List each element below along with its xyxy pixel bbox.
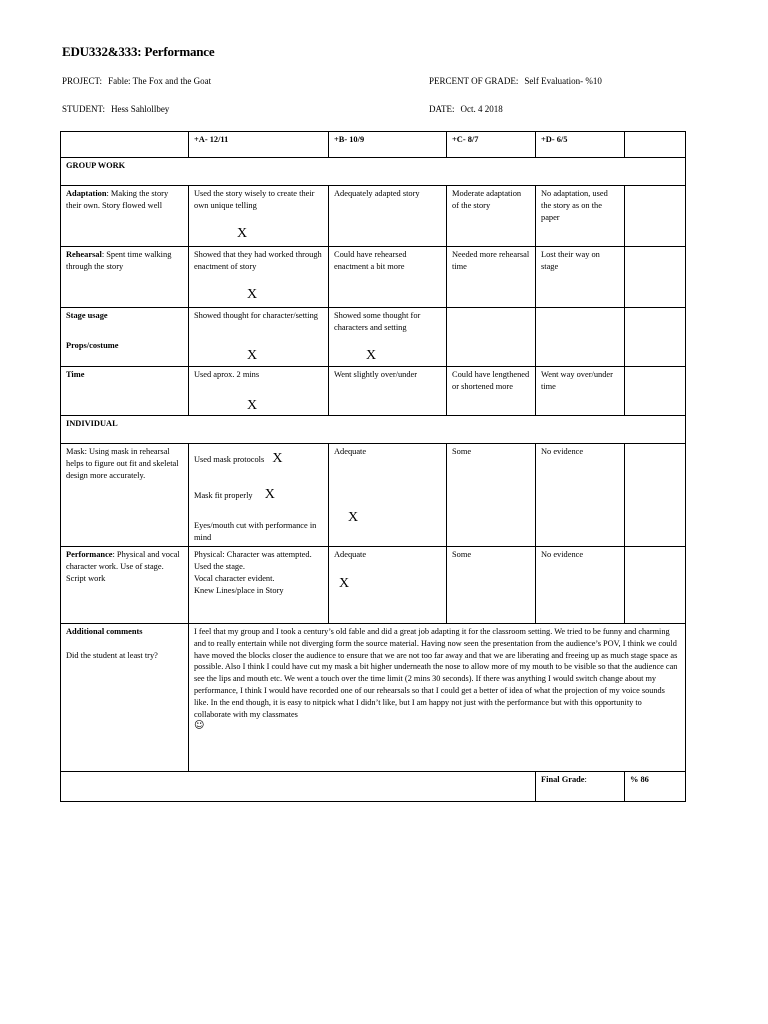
check-mark: X (366, 348, 377, 363)
rating-cell-a (189, 247, 329, 308)
student-value: Hess Sahlollbey (111, 104, 170, 114)
rating-text: Used aprox. 2 mins (194, 370, 260, 379)
final-grade-label: Final Grade (541, 775, 585, 784)
rating-text: Showed that they had worked through enactment of story (194, 250, 322, 271)
rating-cell-a (189, 547, 329, 624)
percent-label: PERCENT OF GRADE: (429, 76, 519, 86)
percent-value: Self Evaluation- %10 (524, 76, 602, 86)
question-text: Did the student at least try? (66, 651, 158, 660)
rating-text: Vocal character evident. (194, 574, 275, 583)
table-row-comments (61, 624, 686, 772)
rating-cell-b (329, 547, 447, 624)
table-row-time (61, 367, 686, 416)
criterion-label: Additional comments (66, 627, 143, 636)
rating-cell-d: Lost their way on stage (536, 247, 625, 308)
criterion-label: Stage usage (66, 311, 108, 320)
rating-text: Used mask protocols X (194, 451, 283, 466)
rating-cell-a (189, 444, 329, 547)
criterion-desc: : Spent time walking through the story (66, 250, 172, 271)
final-grade-label-cell: Final Grade: (536, 772, 625, 802)
rating-text: Used the story wisely to create their own unique telling (194, 189, 315, 210)
rating-text: Eyes/mouth cut with performance in mind (194, 521, 317, 542)
date-label: DATE: (429, 104, 455, 114)
rating-cell-d: Went way over/under time (536, 367, 625, 416)
criterion-label-props: Props/costume (66, 341, 119, 350)
project-label: PROJECT: (62, 76, 103, 86)
rating-cell-c: Some (447, 547, 536, 624)
header-c: +C- 8/7 (447, 132, 536, 158)
table-row-stage-usage (61, 308, 686, 367)
rating-cell-b: Went slightly over/under (329, 367, 447, 416)
rating-text: Knew Lines/place in Story (194, 586, 284, 595)
table-row-final (61, 772, 686, 802)
header-cell-empty (625, 132, 686, 158)
final-empty-cell (61, 772, 536, 802)
rating-cell-b (329, 308, 447, 367)
rating-text: Showed some thought for characters and setting (334, 311, 421, 332)
project-value: Fable: The Fox and the Goat (108, 76, 212, 86)
criterion-label: Rehearsal (66, 250, 102, 259)
criterion-label: Time (66, 370, 85, 379)
header-b: +B- 10/9 (329, 132, 447, 158)
table-row-adaptation (61, 186, 686, 247)
criterion-cell (61, 624, 189, 772)
criterion-desc: : Physical and vocal character work. Use of stage. Script work (66, 550, 180, 583)
criterion-cell: Mask: Using mask in rehearsal helps to figure out fit and skeletal design more accurately. (61, 444, 189, 547)
rating-cell-b (329, 444, 447, 547)
criterion-cell (61, 367, 189, 416)
check-mark: X (339, 576, 350, 591)
criterion-label: Adaptation (66, 189, 107, 198)
rating-text: Adequate (334, 550, 367, 559)
rating-cell-a (189, 308, 329, 367)
project-line (62, 76, 211, 86)
rating-cell-d: No evidence (536, 444, 625, 547)
header-row (61, 132, 686, 158)
check-mark: X (348, 510, 359, 525)
header-d: +D- 6/5 (536, 132, 625, 158)
check-mark: X (247, 348, 258, 363)
rating-cell-c (447, 308, 536, 367)
check-mark: X (247, 398, 258, 413)
criterion-cell (61, 547, 189, 624)
score-cell (625, 308, 686, 367)
final-grade-value: % 86 (625, 772, 686, 802)
score-cell (625, 444, 686, 547)
rubric-table (60, 131, 686, 802)
section-title: GROUP WORK (61, 158, 686, 186)
comments-cell (189, 624, 686, 772)
rating-cell-b: Adequately adapted story (329, 186, 447, 247)
rating-cell-c: Could have lengthened or shortened more (447, 367, 536, 416)
rating-cell-c: Needed more rehearsal time (447, 247, 536, 308)
section-title: INDIVIDUAL (61, 416, 686, 444)
rating-cell-c: Some (447, 444, 536, 547)
table-row-mask (61, 444, 686, 547)
check-mark: X (264, 487, 275, 502)
table-row-performance (61, 547, 686, 624)
score-cell (625, 547, 686, 624)
rating-cell-c: Moderate adaptation of the story (447, 186, 536, 247)
student-label: STUDENT: (62, 104, 106, 114)
date-line (429, 104, 503, 114)
student-line (62, 104, 169, 114)
rating-cell-a (189, 186, 329, 247)
document-title: EDU332&333: Performance (62, 44, 215, 59)
rating-text: Mask fit properly X (194, 487, 275, 502)
score-cell (625, 247, 686, 308)
percent-line (429, 76, 602, 86)
rating-cell-b: Could have rehearsed enactment a bit more (329, 247, 447, 308)
criterion-cell (61, 247, 189, 308)
rating-cell-d: No evidence (536, 547, 625, 624)
rating-cell-d (536, 308, 625, 367)
rating-cell-d: No adaptation, used the story as on the paper (536, 186, 625, 247)
section-row-group-work (61, 158, 686, 186)
rating-text: Physical: Character was attempted. Used the stage. (194, 550, 312, 571)
rating-cell-a (189, 367, 329, 416)
criterion-cell (61, 186, 189, 247)
check-mark: X (247, 287, 258, 302)
score-cell (625, 367, 686, 416)
criterion-label: Performance (66, 550, 113, 559)
comments-text: I feel that my group and I took a century’s old fable and did a great job adapting it for the classroom setting. We tried to be funny and charming and to really entertain while not diverging form the source material. Having now seen the presentation from the audience’s POV, I think we could have moved the blocks closer the audience to ensure that we are not too far away and that we are liberating and freeing up as much stage space as possible. Also I think I could have cut my mask a bit higher underneath the nose to allow more of my mouth to be visible so that the audience can see the lips and mouth etc. We went a touch over the time limit (2 mins 30 seconds). If there was anything I would switch change about my performance, I think I would have recorded one of our rehearsals so that I could get a better of idea of what the projection of my voice sounds like. In the end though, it is easy to nitpick what I didn’t like, but I am happy not just with the performance but with this opportunity to collaborate with my classmates (194, 627, 678, 719)
check-mark: X (237, 226, 248, 241)
smiley-icon: ☺ (194, 720, 205, 732)
rating-text: Adequate (334, 447, 367, 456)
criterion-cell (61, 308, 189, 367)
criterion-desc: : Making the story their own. Story flowed well (66, 189, 169, 210)
check-mark: X (272, 451, 283, 466)
table-row-rehearsal (61, 247, 686, 308)
rating-text: Showed thought for character/setting (194, 311, 318, 320)
header-cell-empty (61, 132, 189, 158)
date-value: Oct. 4 2018 (460, 104, 503, 114)
header-a: +A- 12/11 (189, 132, 329, 158)
score-cell (625, 186, 686, 247)
section-row-individual (61, 416, 686, 444)
